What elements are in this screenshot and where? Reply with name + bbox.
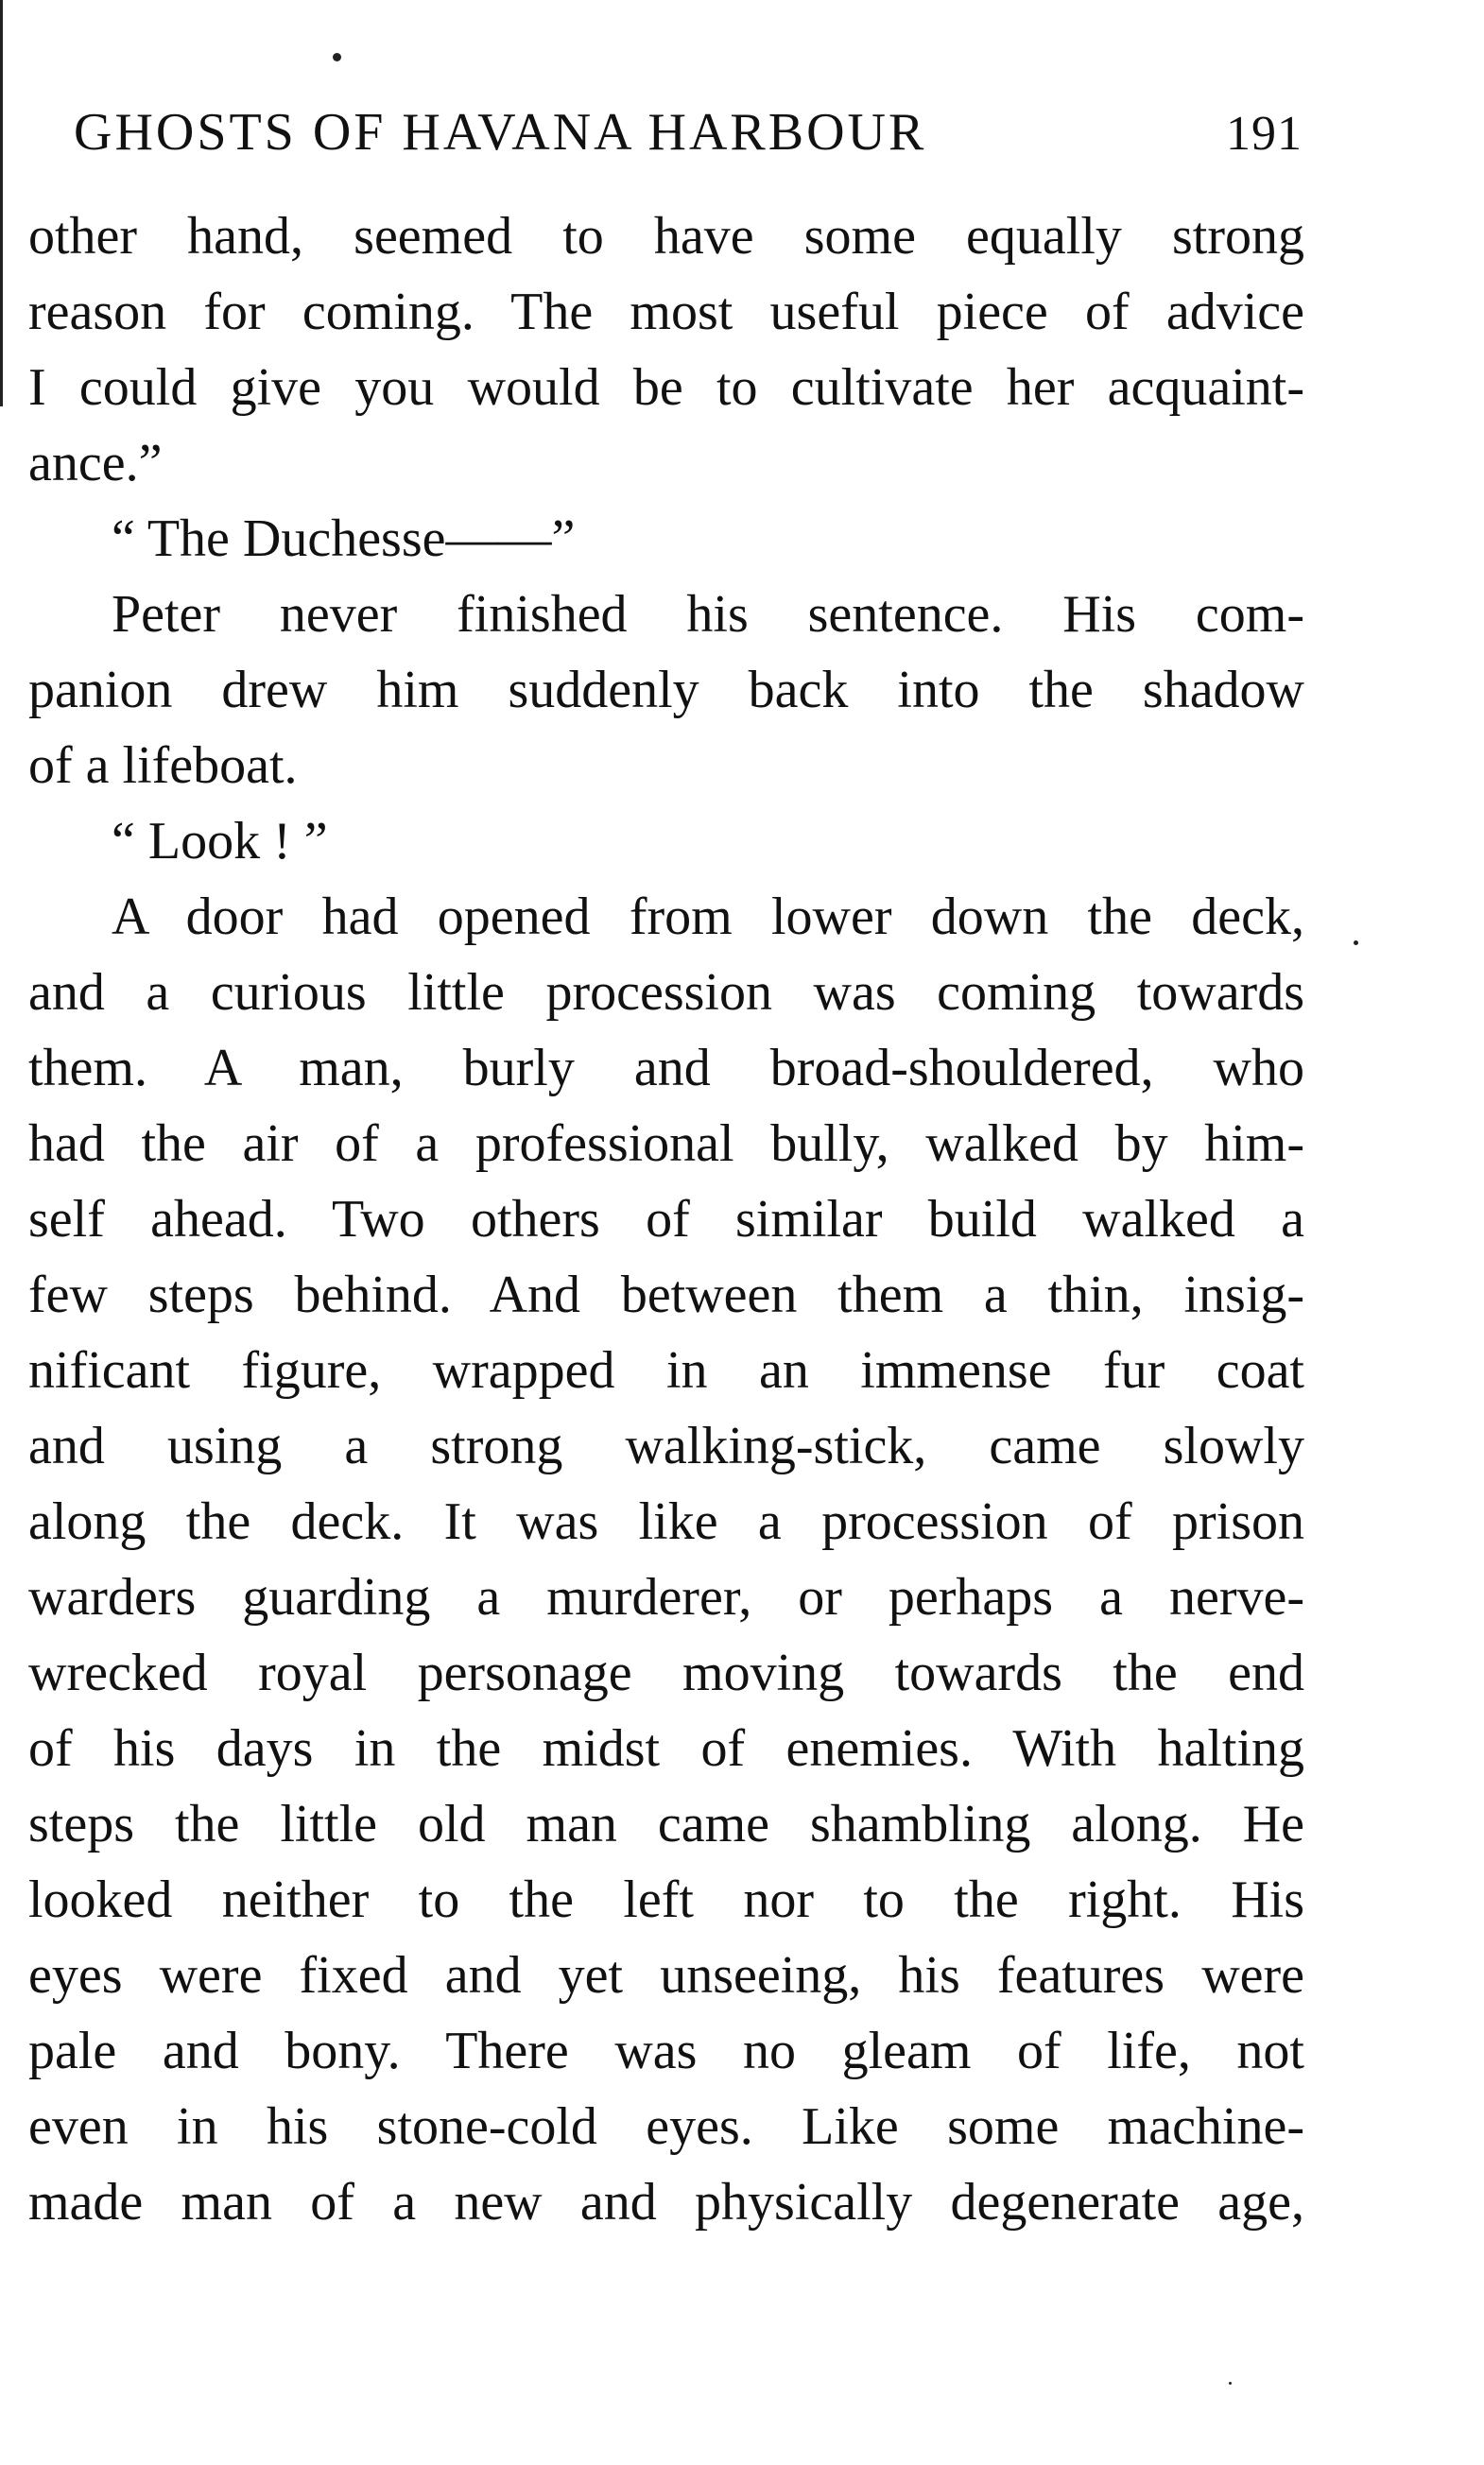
- text-line: of his days in the midst of enemies. With halting: [28, 1719, 1304, 1778]
- text-line: looked neither to the left nor to the right. His: [28, 1870, 1304, 1929]
- text-line: wrecked royal personage moving towards the end: [28, 1644, 1304, 1702]
- text-line: panion drew him suddenly back into the shadow: [28, 661, 1304, 719]
- text-line: “ The Duchesse——”: [112, 509, 576, 568]
- text-line: them. A man, burly and broad-shouldered, who: [28, 1039, 1304, 1097]
- text-line: and using a strong walking-stick, came slowly: [28, 1417, 1304, 1475]
- text-line: and a curious little procession was coming towards: [28, 963, 1304, 1022]
- text-line: made man of a new and physically degenerate age,: [28, 2173, 1304, 2232]
- text-line: “ Look ! ”: [112, 812, 328, 871]
- text-line: self ahead. Two others of similar build walked a: [28, 1190, 1304, 1249]
- text-line: along the deck. It was like a procession of prison: [28, 1492, 1304, 1551]
- running-head: [74, 102, 1303, 168]
- text-line: had the air of a professional bully, walked by him-: [28, 1114, 1304, 1173]
- body-text: [28, 198, 1304, 2240]
- running-title: GHOSTS OF HAVANA HARBOUR: [74, 103, 927, 162]
- text-line: warders guarding a murderer, or perhaps a nerve-: [28, 1568, 1304, 1627]
- ink-speck: [1354, 940, 1358, 945]
- text-line: of a lifeboat.: [28, 736, 298, 795]
- text-line: pale and bony. There was no gleam of life, not: [28, 2022, 1304, 2080]
- text-line: steps the little old man came shambling along. He: [28, 1795, 1304, 1853]
- page-number: 191: [1226, 107, 1303, 161]
- text-line: reason for coming. The most useful piece of advice: [28, 283, 1304, 341]
- text-line: A door had opened from lower down the deck,: [112, 888, 1304, 946]
- text-line: nificant figure, wrapped in an immense fur coat: [28, 1341, 1304, 1400]
- text-line: few steps behind. And between them a thin, insig-: [28, 1266, 1304, 1324]
- binding-edge: [0, 0, 3, 406]
- text-line: other hand, seemed to have some equally strong: [28, 207, 1304, 266]
- text-line: ance.”: [28, 434, 163, 492]
- ink-speck: [333, 53, 341, 61]
- text-line: Peter never finished his sentence. His com-: [112, 585, 1304, 644]
- text-line: eyes were fixed and yet unseeing, his features were: [28, 1946, 1304, 2005]
- text-line: even in his stone-cold eyes. Like some machine-: [28, 2097, 1304, 2156]
- text-line: I could give you would be to cultivate her acquaint-: [28, 358, 1304, 417]
- ink-speck: [1229, 2382, 1232, 2385]
